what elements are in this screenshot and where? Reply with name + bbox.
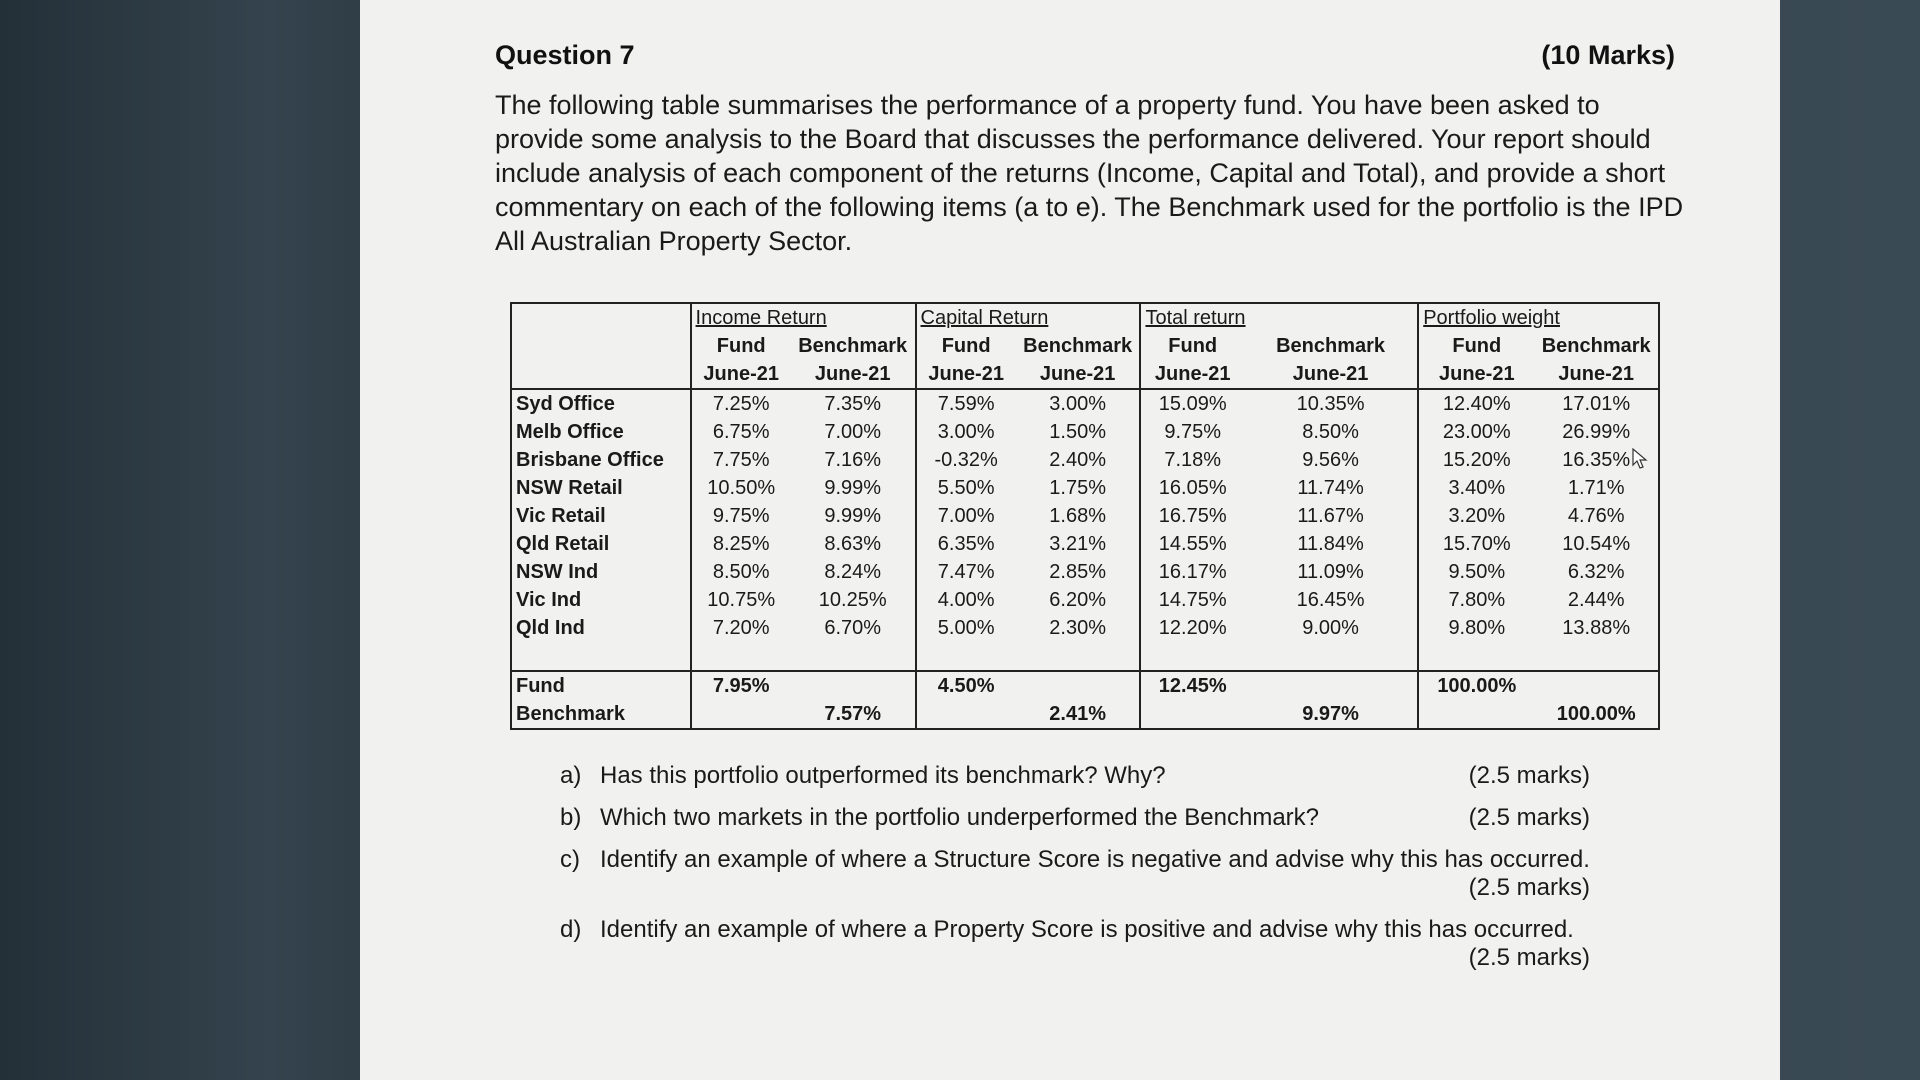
cell-value: 5.00%: [916, 614, 1016, 642]
summary-fund-weight: 100.00%: [1418, 671, 1534, 700]
cell-value: 11.74%: [1297, 476, 1364, 499]
table-row: [511, 446, 1659, 474]
cell-value: 3.00%: [1049, 392, 1106, 415]
row-label: Melb Office: [511, 418, 691, 446]
cell-value: 10.50%: [691, 474, 791, 502]
summary-fund-row: [511, 671, 1659, 700]
cell-value: 23.00%: [1418, 418, 1534, 446]
cell-value: 2.40%: [1049, 448, 1106, 471]
cell-value: 7.00%: [916, 502, 1016, 530]
item-text: Identify an example of where a Property Score is positive and advise why this has occurred.: [600, 916, 1574, 943]
corner-cell: [511, 303, 691, 332]
cell-value: 6.75%: [691, 418, 791, 446]
cell-value: 6.35%: [916, 530, 1016, 558]
col-benchmark-header: Benchmark: [1023, 334, 1133, 357]
table-row: [511, 418, 1659, 446]
cell-value: 15.70%: [1418, 530, 1534, 558]
period-header: June-21: [1244, 360, 1418, 389]
summary-benchmark-row: [511, 700, 1659, 729]
table-row: [511, 558, 1659, 586]
cell-value: 7.35%: [824, 392, 882, 415]
row-label: Syd Office: [511, 389, 691, 418]
cell-value: 8.63%: [824, 532, 882, 555]
table-row: [511, 614, 1659, 642]
cell-value: 11.09%: [1297, 560, 1364, 583]
table-row: [511, 586, 1659, 614]
cell-value: 3.40%: [1418, 474, 1534, 502]
table-row: [511, 389, 1659, 418]
cell-value: 2.30%: [1049, 616, 1106, 639]
table-row: [511, 502, 1659, 530]
cell-value: 17.01%: [1534, 389, 1659, 418]
group-weight-header: Portfolio weight: [1418, 303, 1659, 332]
period-header: June-21: [1534, 360, 1659, 389]
item-text: Has this portfolio outperformed its benchmark? Why?: [600, 762, 1166, 789]
cell-value: 15.20%: [1418, 446, 1534, 474]
cell-value: 1.68%: [1049, 504, 1106, 527]
col-fund-header: Fund: [1418, 332, 1534, 360]
cell-value: 2.44%: [1534, 586, 1659, 614]
group-capital-header: Capital Return: [916, 303, 1141, 332]
row-label: Vic Retail: [511, 502, 691, 530]
period-header: June-21: [691, 360, 791, 389]
cell-value: 7.18%: [1140, 446, 1244, 474]
cell-value: 7.47%: [916, 558, 1016, 586]
row-label: Qld Retail: [511, 530, 691, 558]
cell-value: 13.88%: [1534, 614, 1659, 642]
cell-value: 9.50%: [1418, 558, 1534, 586]
question-item-b: [560, 804, 1590, 832]
col-benchmark-header: Benchmark: [798, 334, 908, 357]
sub-questions: [560, 762, 1590, 986]
item-text: Which two markets in the portfolio underperformed the Benchmark?: [600, 804, 1320, 831]
cell-value: 1.71%: [1534, 474, 1659, 502]
cell-value: 10.75%: [691, 586, 791, 614]
cell-value: 7.16%: [824, 448, 882, 471]
cell-value: 14.75%: [1140, 586, 1244, 614]
item-letter: d): [560, 916, 582, 943]
cell-value: 9.75%: [691, 502, 791, 530]
row-label: Brisbane Office: [511, 446, 691, 474]
item-marks: (2.5 marks): [1468, 804, 1590, 831]
item-letter: b): [560, 804, 582, 831]
question-item-d: [560, 916, 1590, 972]
cell-value: 7.00%: [824, 420, 882, 443]
group-income-header: Income Return: [691, 303, 916, 332]
cell-value: 3.00%: [916, 418, 1016, 446]
cell-value: -0.32%: [916, 446, 1016, 474]
summary-benchmark-weight: 100.00%: [1534, 700, 1659, 729]
col-benchmark-header: Benchmark: [1534, 332, 1659, 360]
cell-value: 9.75%: [1140, 418, 1244, 446]
cell-value: 11.67%: [1297, 504, 1364, 527]
cell-value: 12.40%: [1418, 389, 1534, 418]
cell-value: 11.84%: [1297, 532, 1364, 555]
question-intro: The following table summarises the performance of a property fund. You have been asked to provide some analysis to the Board that discusses the performance delivered. Your report should include analysis of each component of the returns (Income, Capital and Total), and provide a short commentary on each of the following items (a to e). The Benchmark used for the portfolio is the IPD All Australian Property Sector.: [495, 90, 1684, 256]
cell-value: 7.75%: [691, 446, 791, 474]
cell-value: 16.75%: [1140, 502, 1244, 530]
item-letter: a): [560, 762, 582, 789]
item-marks: (2.5 marks): [1468, 762, 1590, 789]
document-page: [360, 0, 1780, 1080]
cell-value: 7.80%: [1418, 586, 1534, 614]
mouse-pointer-icon: [1632, 448, 1648, 470]
cell-value: 1.50%: [1049, 420, 1106, 443]
cell-value: 10.54%: [1534, 530, 1659, 558]
row-label: Vic Ind: [511, 586, 691, 614]
cell-value: 6.32%: [1534, 558, 1659, 586]
cell-value: 16.35%: [1534, 446, 1659, 474]
cell-value: 15.09%: [1140, 389, 1244, 418]
cell-value: 16.05%: [1140, 474, 1244, 502]
question-item-a: [560, 762, 1590, 790]
cell-value: 6.70%: [824, 616, 882, 639]
cell-value: 9.99%: [824, 476, 882, 499]
cell-value: 9.00%: [1302, 616, 1359, 639]
cell-value: 7.25%: [691, 389, 791, 418]
col-fund-header: Fund: [691, 332, 791, 360]
summary-benchmark-label: Benchmark: [511, 700, 691, 729]
item-text: Identify an example of where a Structure Score is negative and advise why this has occurred.: [600, 846, 1590, 873]
item-marks: (2.5 marks): [1468, 944, 1590, 971]
question-marks: (10 Marks): [1541, 40, 1675, 70]
cell-value: 8.25%: [691, 530, 791, 558]
row-label: Qld Ind: [511, 614, 691, 642]
cell-value: 3.20%: [1418, 502, 1534, 530]
cell-value: 26.99%: [1534, 418, 1659, 446]
summary-benchmark-income: 7.57%: [791, 700, 916, 729]
cell-value: 4.00%: [916, 586, 1016, 614]
period-header: June-21: [916, 360, 1016, 389]
cell-value: 2.85%: [1049, 560, 1106, 583]
table-row: [511, 530, 1659, 558]
period-header: June-21: [1418, 360, 1534, 389]
question-item-c: [560, 846, 1590, 902]
col-fund-header: Fund: [1140, 332, 1244, 360]
cell-value: 9.80%: [1418, 614, 1534, 642]
summary-fund-label: Fund: [511, 671, 691, 700]
period-header: June-21: [791, 360, 916, 389]
cell-value: 5.50%: [916, 474, 1016, 502]
item-marks: (2.5 marks): [1468, 874, 1590, 901]
cell-value: 12.20%: [1140, 614, 1244, 642]
row-label: NSW Retail: [511, 474, 691, 502]
cell-value: 10.25%: [818, 588, 887, 611]
summary-fund-total: 12.45%: [1140, 671, 1244, 700]
cell-value: 9.99%: [824, 504, 882, 527]
row-label: NSW Ind: [511, 558, 691, 586]
summary-benchmark-capital: 2.41%: [1016, 700, 1141, 729]
table-row: [511, 474, 1659, 502]
cell-value: 16.17%: [1140, 558, 1244, 586]
cell-value: 9.56%: [1302, 448, 1359, 471]
group-total-header: Total return: [1140, 303, 1418, 332]
question-header: [495, 40, 1675, 71]
cell-value: 7.59%: [916, 389, 1016, 418]
cell-value: 7.20%: [691, 614, 791, 642]
cell-value: 14.55%: [1140, 530, 1244, 558]
performance-table: [510, 302, 1660, 730]
summary-benchmark-total: 9.97%: [1244, 700, 1418, 729]
item-letter: c): [560, 846, 580, 873]
cell-value: 3.21%: [1049, 532, 1106, 555]
cell-value: 8.24%: [824, 560, 882, 583]
summary-fund-capital: 4.50%: [916, 671, 1016, 700]
cell-value: 1.75%: [1049, 476, 1106, 499]
cell-value: 4.76%: [1534, 502, 1659, 530]
cell-value: 10.35%: [1296, 392, 1365, 415]
cell-value: 8.50%: [691, 558, 791, 586]
col-fund-header: Fund: [916, 332, 1016, 360]
cell-value: 6.20%: [1049, 588, 1106, 611]
cell-value: 16.45%: [1296, 588, 1365, 611]
period-header: June-21: [1140, 360, 1244, 389]
col-benchmark-header: Benchmark: [1276, 334, 1386, 357]
question-title: Question 7: [495, 40, 635, 70]
cell-value: 8.50%: [1302, 420, 1359, 443]
summary-fund-income: 7.95%: [691, 671, 791, 700]
period-header: June-21: [1016, 360, 1141, 389]
